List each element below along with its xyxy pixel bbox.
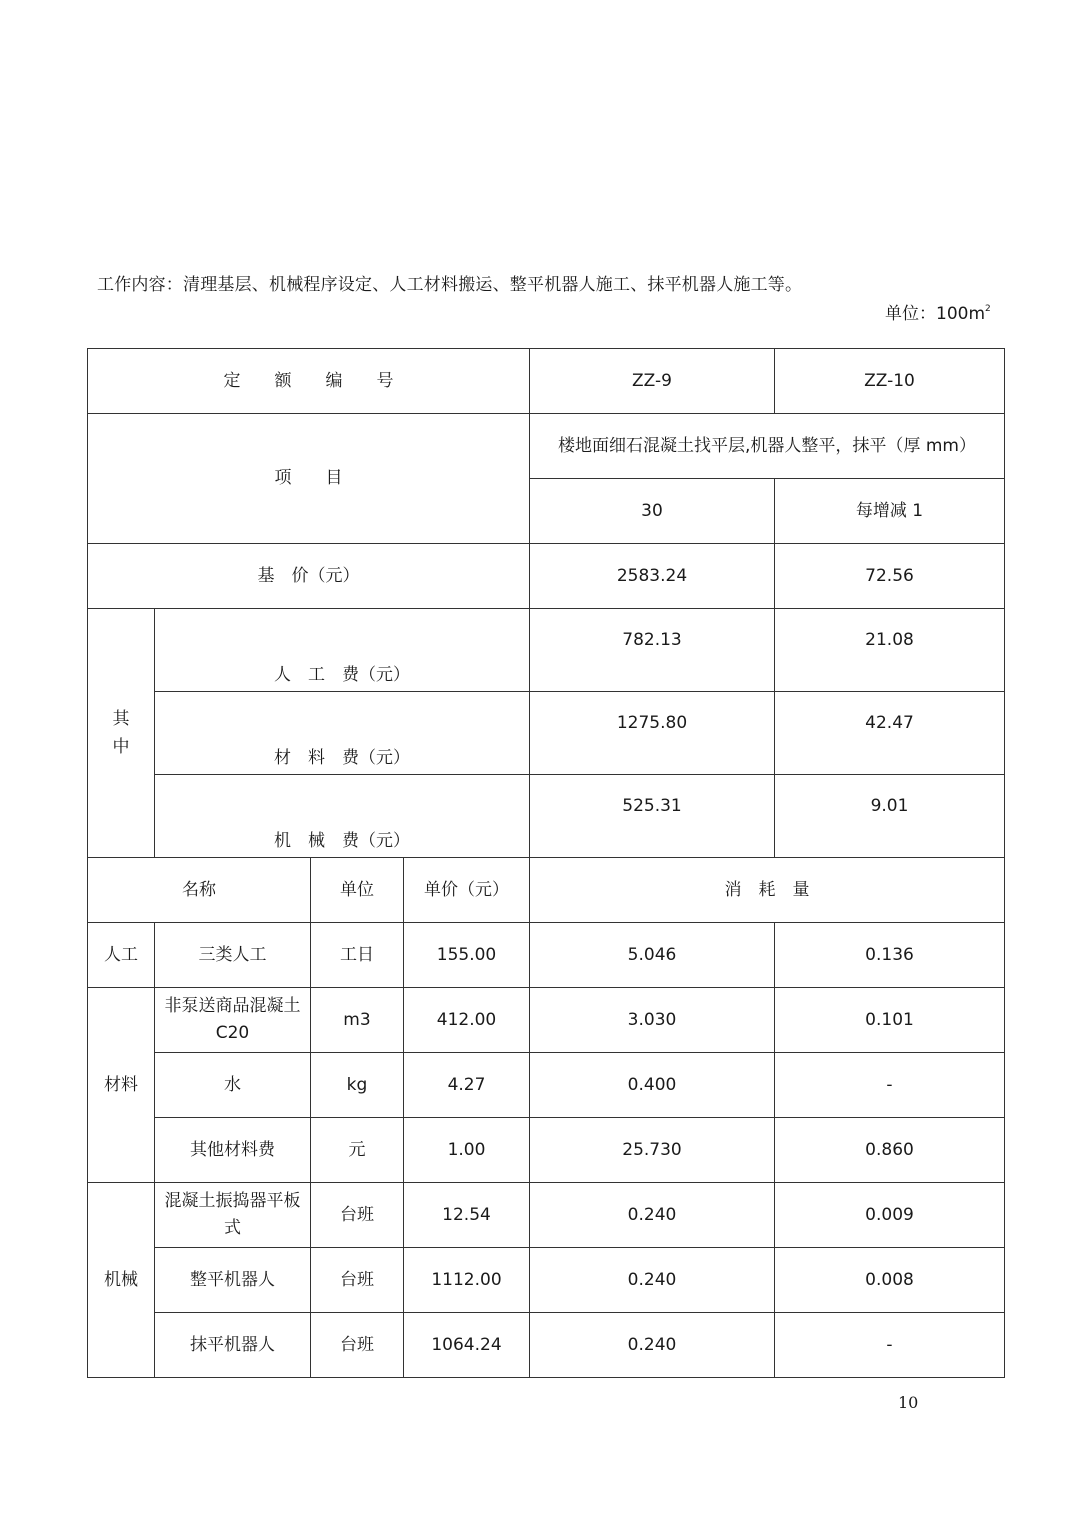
row-unit: 台班	[311, 1313, 404, 1378]
row-name: 混凝土振捣器平板式	[155, 1183, 311, 1248]
thickness-step: 每增减 1	[775, 479, 1005, 544]
quota-table	[87, 348, 1005, 1378]
row-price: 12.54	[404, 1183, 530, 1248]
table-row	[88, 988, 1005, 1053]
base-price-row	[88, 544, 1005, 609]
thickness-30: 30	[530, 479, 775, 544]
row-value-zz9: 0.240	[530, 1313, 775, 1378]
code-zz9: ZZ-9	[530, 349, 775, 414]
row-value-zz10: -	[775, 1313, 1005, 1378]
page-number: 10	[898, 1393, 919, 1412]
machine-fee-zz9: 525.31	[530, 775, 775, 858]
row-value-zz9: 0.240	[530, 1183, 775, 1248]
unit-label	[885, 299, 991, 324]
row-price: 412.00	[404, 988, 530, 1053]
row-value-zz10: 0.101	[775, 988, 1005, 1053]
row-name: 整平机器人	[155, 1248, 311, 1313]
col-unit-price: 单价（元）	[404, 858, 530, 923]
row-name: 其他材料费	[155, 1118, 311, 1183]
unit-text: 单位：100m	[885, 304, 986, 324]
row-price: 1.00	[404, 1118, 530, 1183]
row-unit: m3	[311, 988, 404, 1053]
col-consumption: 消 耗 量	[530, 858, 1005, 923]
row-value-zz10: 0.008	[775, 1248, 1005, 1313]
machine-fee-row	[88, 775, 1005, 858]
row-value-zz9: 3.030	[530, 988, 775, 1053]
table-row	[88, 1248, 1005, 1313]
row-unit: 元	[311, 1118, 404, 1183]
table-row	[88, 923, 1005, 988]
group-machine: 机械	[88, 1183, 155, 1378]
table-row	[88, 1183, 1005, 1248]
work-content: 工作内容：清理基层、机械程序设定、人工材料搬运、整平机器人施工、抹平机器人施工等。	[97, 275, 803, 295]
row-name: 抹平机器人	[155, 1313, 311, 1378]
group-labor: 人工	[88, 923, 155, 988]
col-unit: 单位	[311, 858, 404, 923]
row-value-zz10: -	[775, 1053, 1005, 1118]
machine-fee-zz10: 9.01	[775, 775, 1005, 858]
labor-fee-row	[88, 609, 1005, 692]
column-header-row	[88, 858, 1005, 923]
base-price-zz9: 2583.24	[530, 544, 775, 609]
item-description: 楼地面细石混凝土找平层,机器人整平，抹平（厚 mm）	[530, 414, 1005, 479]
row-value-zz10: 0.009	[775, 1183, 1005, 1248]
row-value-zz10: 0.136	[775, 923, 1005, 988]
row-name: 水	[155, 1053, 311, 1118]
row-value-zz10: 0.860	[775, 1118, 1005, 1183]
labor-fee-zz9: 782.13	[530, 609, 775, 692]
row-name: 三类人工	[155, 923, 311, 988]
item-label: 项 目	[88, 414, 530, 544]
group-material: 材料	[88, 988, 155, 1183]
row-price: 155.00	[404, 923, 530, 988]
row-value-zz9: 0.240	[530, 1248, 775, 1313]
col-name: 名称	[88, 858, 311, 923]
row-unit: 台班	[311, 1248, 404, 1313]
labor-fee-zz10: 21.08	[775, 609, 1005, 692]
row-value-zz9: 5.046	[530, 923, 775, 988]
code-zz10: ZZ-10	[775, 349, 1005, 414]
table-row	[88, 1313, 1005, 1378]
quota-number-row	[88, 349, 1005, 414]
material-fee-label: 材 料 费（元）	[155, 692, 530, 775]
row-unit: kg	[311, 1053, 404, 1118]
material-fee-zz10: 42.47	[775, 692, 1005, 775]
row-value-zz9: 25.730	[530, 1118, 775, 1183]
material-fee-zz9: 1275.80	[530, 692, 775, 775]
row-price: 4.27	[404, 1053, 530, 1118]
machine-fee-label: 机 械 费（元）	[155, 775, 530, 858]
row-price: 1112.00	[404, 1248, 530, 1313]
row-price: 1064.24	[404, 1313, 530, 1378]
material-fee-row	[88, 692, 1005, 775]
table-row	[88, 1053, 1005, 1118]
of-which-label: 其 中	[88, 609, 155, 858]
table-row	[88, 1118, 1005, 1183]
quota-number-label: 定 额 编 号	[88, 349, 530, 414]
base-price-label: 基 价（元）	[88, 544, 530, 609]
unit-superscript: 2	[985, 304, 991, 314]
row-unit: 台班	[311, 1183, 404, 1248]
base-price-zz10: 72.56	[775, 544, 1005, 609]
row-value-zz9: 0.400	[530, 1053, 775, 1118]
item-row	[88, 414, 1005, 479]
row-unit: 工日	[311, 923, 404, 988]
labor-fee-label: 人 工 费（元）	[155, 609, 530, 692]
row-name: 非泵送商品混凝土 C20	[155, 988, 311, 1053]
